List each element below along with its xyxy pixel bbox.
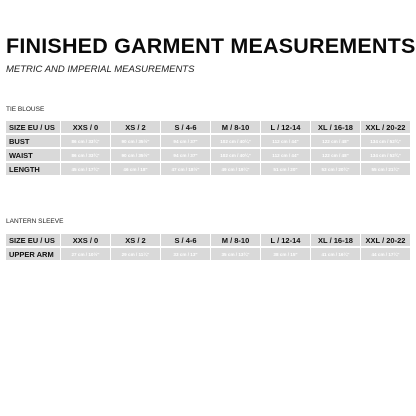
value-cell: 94 cm / 37" bbox=[161, 135, 210, 147]
value-cell: 49 cm / 19¼" bbox=[211, 163, 260, 175]
value-cell: 90 cm / 35½" bbox=[111, 135, 160, 147]
size-cell-s: S / 4-6 bbox=[161, 234, 210, 246]
row-label-bust: BUST bbox=[6, 135, 60, 147]
row-label-upper-arm: UPPER ARM bbox=[6, 248, 60, 260]
value-cell: 102 cm / 40¼" bbox=[211, 149, 260, 161]
table-row-waist bbox=[6, 149, 410, 161]
table-row-length bbox=[6, 163, 410, 175]
row-label-length: LENGTH bbox=[6, 163, 60, 175]
value-cell: 102 cm / 40¼" bbox=[211, 135, 260, 147]
value-cell: 134 cm / 52¾" bbox=[361, 149, 410, 161]
size-cell-xxl: XXL / 20-22 bbox=[361, 121, 410, 133]
lantern-sleeve-header-row bbox=[6, 234, 410, 246]
value-cell: 33 cm / 13" bbox=[161, 248, 210, 260]
tie-blouse-header-row bbox=[6, 121, 410, 133]
row-label-waist: WAIST bbox=[6, 149, 60, 161]
page-subtitle: METRIC AND IMPERIAL MEASUREMENTS bbox=[6, 64, 195, 75]
section-label-tie-blouse: TIE BLOUSE bbox=[6, 106, 45, 113]
value-cell: 122 cm / 48" bbox=[311, 135, 360, 147]
value-cell: 44 cm / 17¼" bbox=[361, 248, 410, 260]
value-cell: 53 cm / 20¾" bbox=[311, 163, 360, 175]
size-cell-xs: XS / 2 bbox=[111, 121, 160, 133]
value-cell: 27 cm / 10½" bbox=[61, 248, 110, 260]
value-cell: 122 cm / 48" bbox=[311, 149, 360, 161]
value-cell: 35 cm / 13¾" bbox=[211, 248, 260, 260]
value-cell: 29 cm / 11¼" bbox=[111, 248, 160, 260]
value-cell: 51 cm / 20" bbox=[261, 163, 310, 175]
size-header-cell: SIZE EU / US bbox=[6, 121, 60, 133]
value-cell: 134 cm / 52¾" bbox=[361, 135, 410, 147]
size-header-cell: SIZE EU / US bbox=[6, 234, 60, 246]
size-cell-m: M / 8-10 bbox=[211, 121, 260, 133]
value-cell: 94 cm / 37" bbox=[161, 149, 210, 161]
page-title: FINISHED GARMENT MEASUREMENTS bbox=[6, 34, 416, 58]
size-cell-xs: XS / 2 bbox=[111, 234, 160, 246]
size-cell-xl: XL / 16-18 bbox=[311, 234, 360, 246]
size-cell-l: L / 12-14 bbox=[261, 121, 310, 133]
value-cell: 112 cm / 44" bbox=[261, 135, 310, 147]
value-cell: 90 cm / 35½" bbox=[111, 149, 160, 161]
size-cell-xxs: XXS / 0 bbox=[61, 234, 110, 246]
section-label-lantern-sleeve: LANTERN SLEEVE bbox=[6, 218, 64, 225]
size-cell-xxl: XXL / 20-22 bbox=[361, 234, 410, 246]
value-cell: 86 cm / 33¾" bbox=[61, 135, 110, 147]
table-row-upper-arm bbox=[6, 248, 410, 260]
value-cell: 47 cm / 18½" bbox=[161, 163, 210, 175]
value-cell: 45 cm / 17¾" bbox=[61, 163, 110, 175]
value-cell: 46 cm / 18" bbox=[111, 163, 160, 175]
size-cell-xl: XL / 16-18 bbox=[311, 121, 360, 133]
tie-blouse-table bbox=[5, 119, 411, 177]
value-cell: 86 cm / 33¾" bbox=[61, 149, 110, 161]
size-cell-xxs: XXS / 0 bbox=[61, 121, 110, 133]
lantern-sleeve-table bbox=[5, 232, 411, 262]
value-cell: 112 cm / 44" bbox=[261, 149, 310, 161]
size-cell-l: L / 12-14 bbox=[261, 234, 310, 246]
size-cell-s: S / 4-6 bbox=[161, 121, 210, 133]
table-row-bust bbox=[6, 135, 410, 147]
size-cell-m: M / 8-10 bbox=[211, 234, 260, 246]
value-cell: 55 cm / 21¾" bbox=[361, 163, 410, 175]
value-cell: 38 cm / 15" bbox=[261, 248, 310, 260]
value-cell: 41 cm / 16¼" bbox=[311, 248, 360, 260]
